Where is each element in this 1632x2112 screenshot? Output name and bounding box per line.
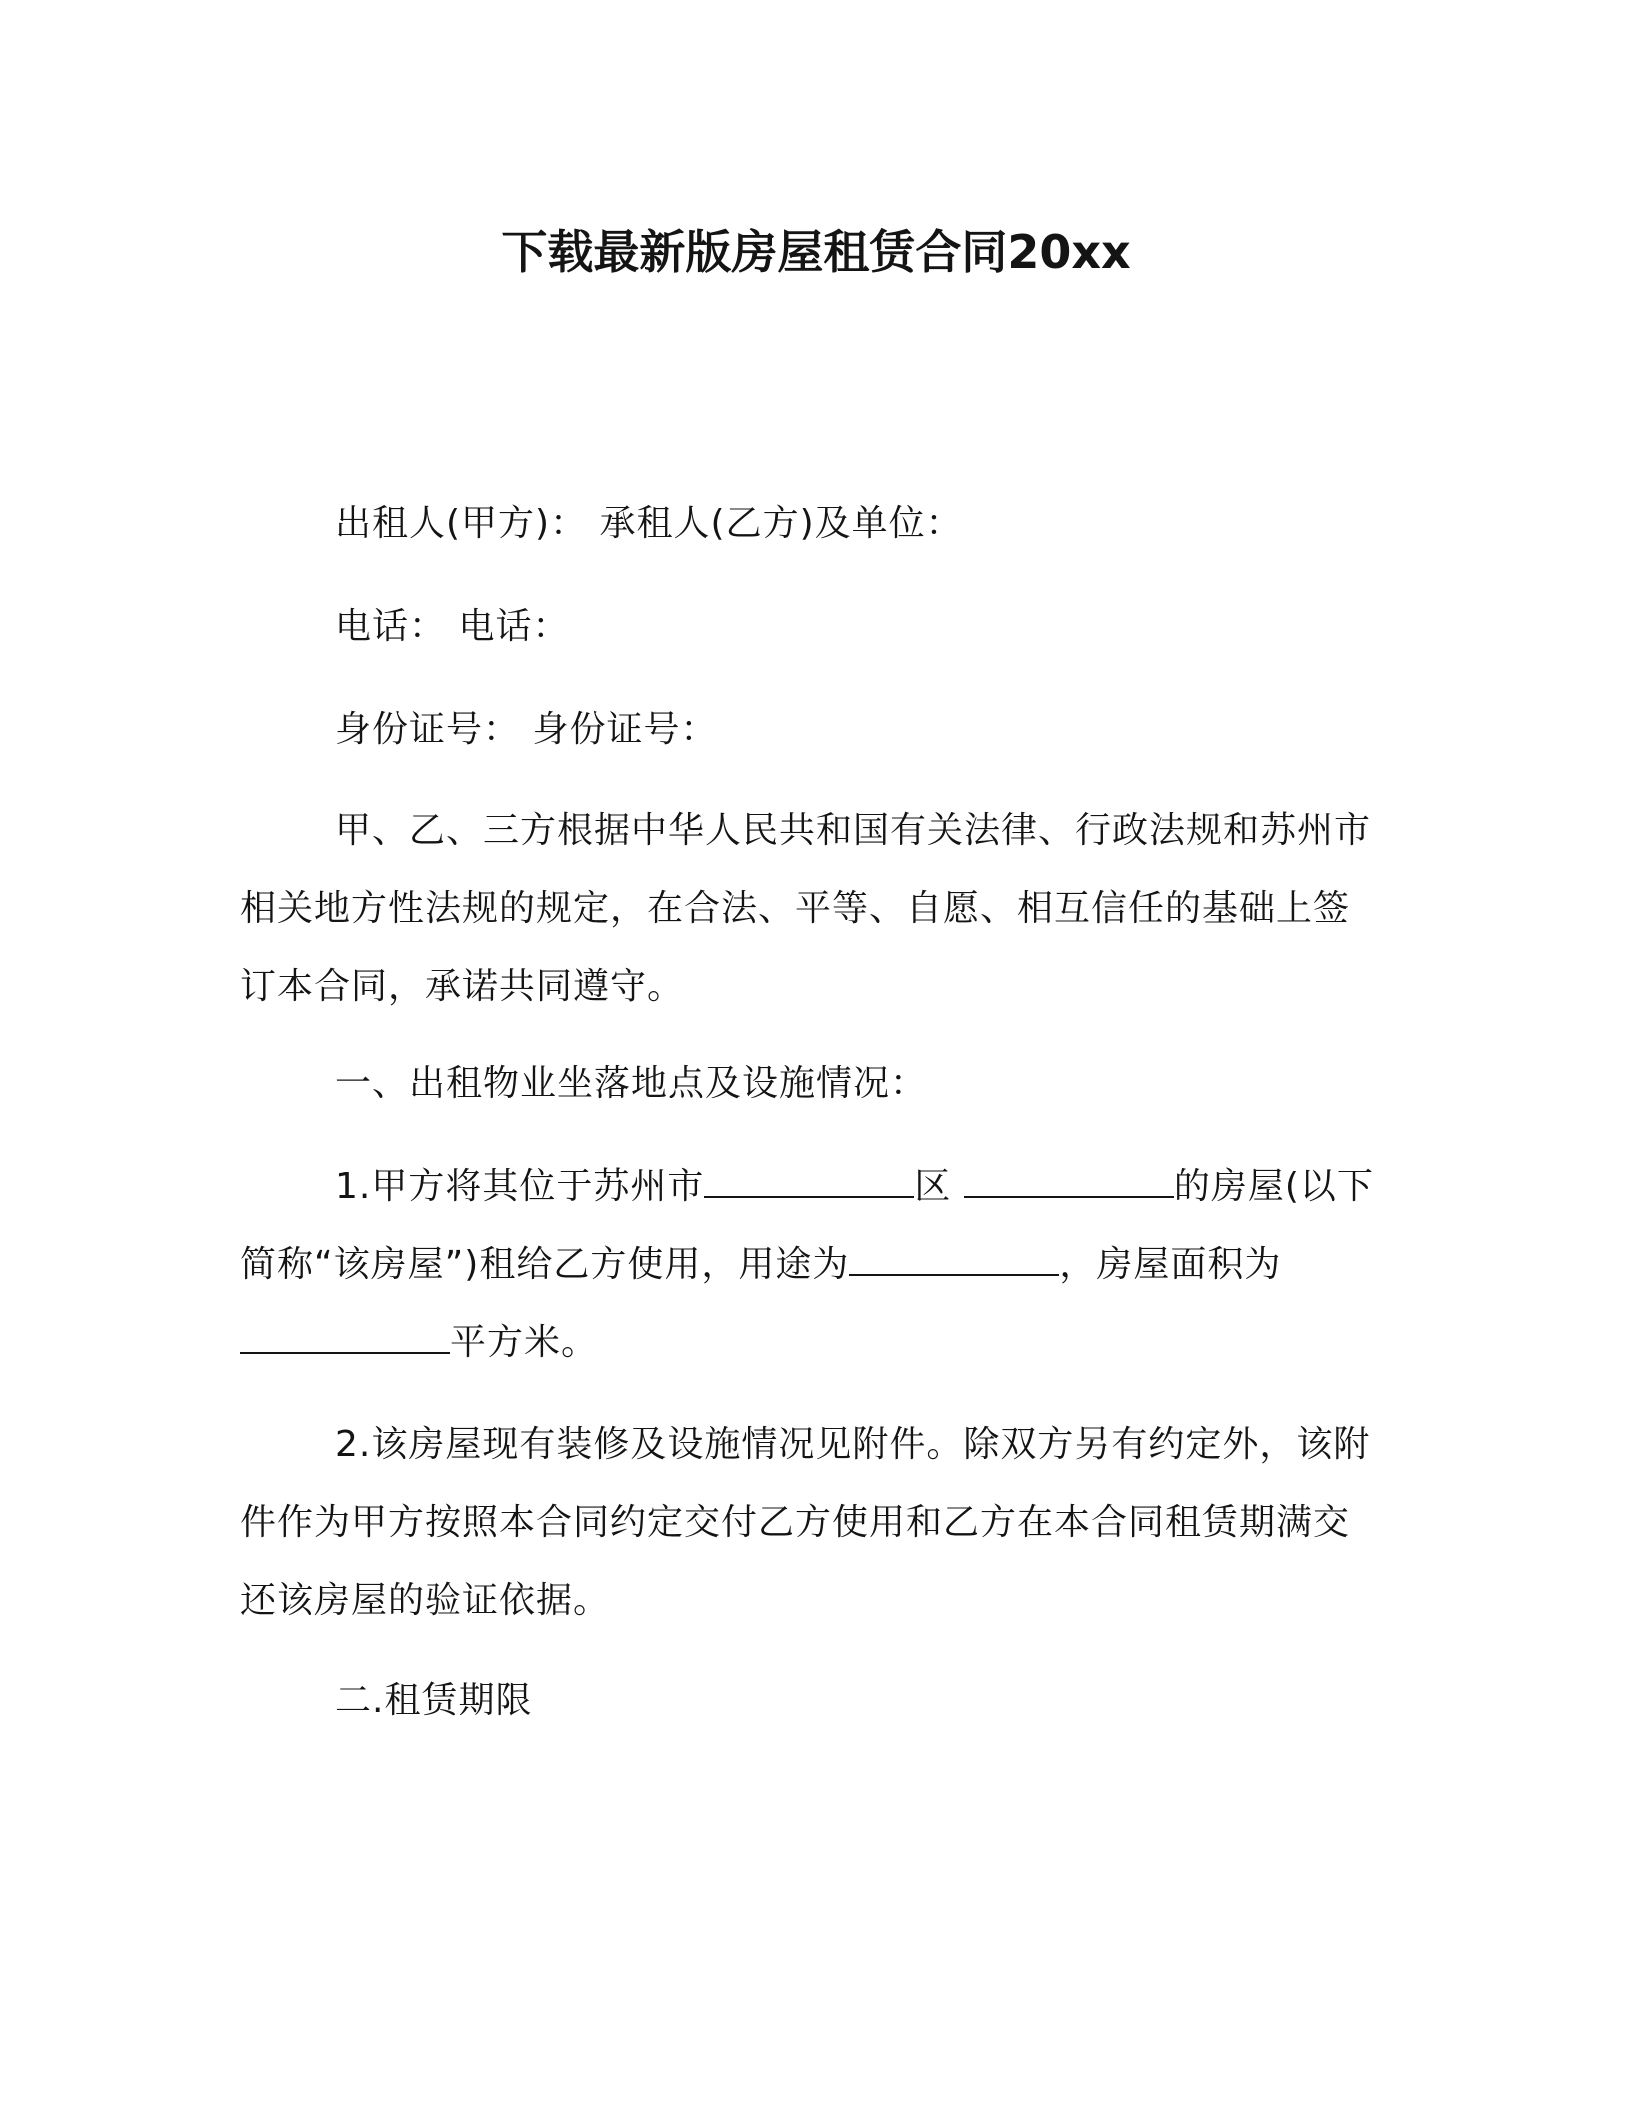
clause-2-line-2: 件作为甲方按照本合同约定交付乙方使用和乙方在本合同租赁期满交 <box>240 1502 1351 1543</box>
clause-1-text-a: 1.甲方将其位于苏州市 <box>335 1166 705 1207</box>
intro-line-2: 相关地方性法规的规定，在合法、平等、自愿、相互信任的基础上签 <box>240 888 1351 929</box>
section-1-heading-text: 一、出租物业坐落地点及设施情况： <box>335 1063 928 1104</box>
clause-2 <box>240 1406 1380 1640</box>
clause-1-text-b: 区 <box>914 1166 964 1207</box>
clause-1-text-c: 的房屋(以下 <box>1173 1166 1374 1207</box>
usage-blank[interactable] <box>849 1244 1059 1276</box>
area-blank[interactable] <box>240 1322 450 1354</box>
clause-1-line-2 <box>240 1226 1380 1304</box>
clause-1-line-1 <box>240 1148 1380 1226</box>
intro-line-1: 甲、乙、三方根据中华人民共和国有关法律、行政法规和苏州市 <box>335 810 1372 851</box>
phone-line <box>240 588 1380 666</box>
city-blank[interactable] <box>704 1166 914 1198</box>
clause-2-line-3: 还该房屋的验证依据。 <box>240 1580 611 1621</box>
clause-2-line-1: 2.该房屋现有装修及设施情况见附件。除双方另有约定外，该附 <box>335 1424 1371 1465</box>
clause-1-text-f: 平方米。 <box>450 1322 599 1363</box>
district-blank[interactable] <box>964 1166 1174 1198</box>
phone-text: 电话： 电话： <box>335 606 570 647</box>
document-title: 下载最新版房屋租赁合同20xx <box>501 225 1131 279</box>
intro-paragraph <box>240 792 1380 1026</box>
section-2-heading <box>240 1662 1380 1740</box>
section-2-heading-text: 二.租赁期限 <box>335 1680 533 1721</box>
party-text: 出租人(甲方)： 承租人(乙方)及单位： <box>335 503 963 544</box>
clause-1-text-e: ，房屋面积为 <box>1059 1244 1282 1285</box>
section-1-heading <box>240 1045 1380 1123</box>
clause-1-text-d: 简称“该房屋”)租给乙方使用，用途为 <box>240 1244 850 1285</box>
id-line <box>240 691 1380 769</box>
intro-line-3: 订本合同，承诺共同遵守。 <box>240 966 685 1007</box>
clause-1-line-3 <box>240 1304 1380 1382</box>
id-text: 身份证号： 身份证号： <box>335 709 718 750</box>
clause-1 <box>240 1148 1380 1382</box>
party-line <box>240 485 1380 563</box>
